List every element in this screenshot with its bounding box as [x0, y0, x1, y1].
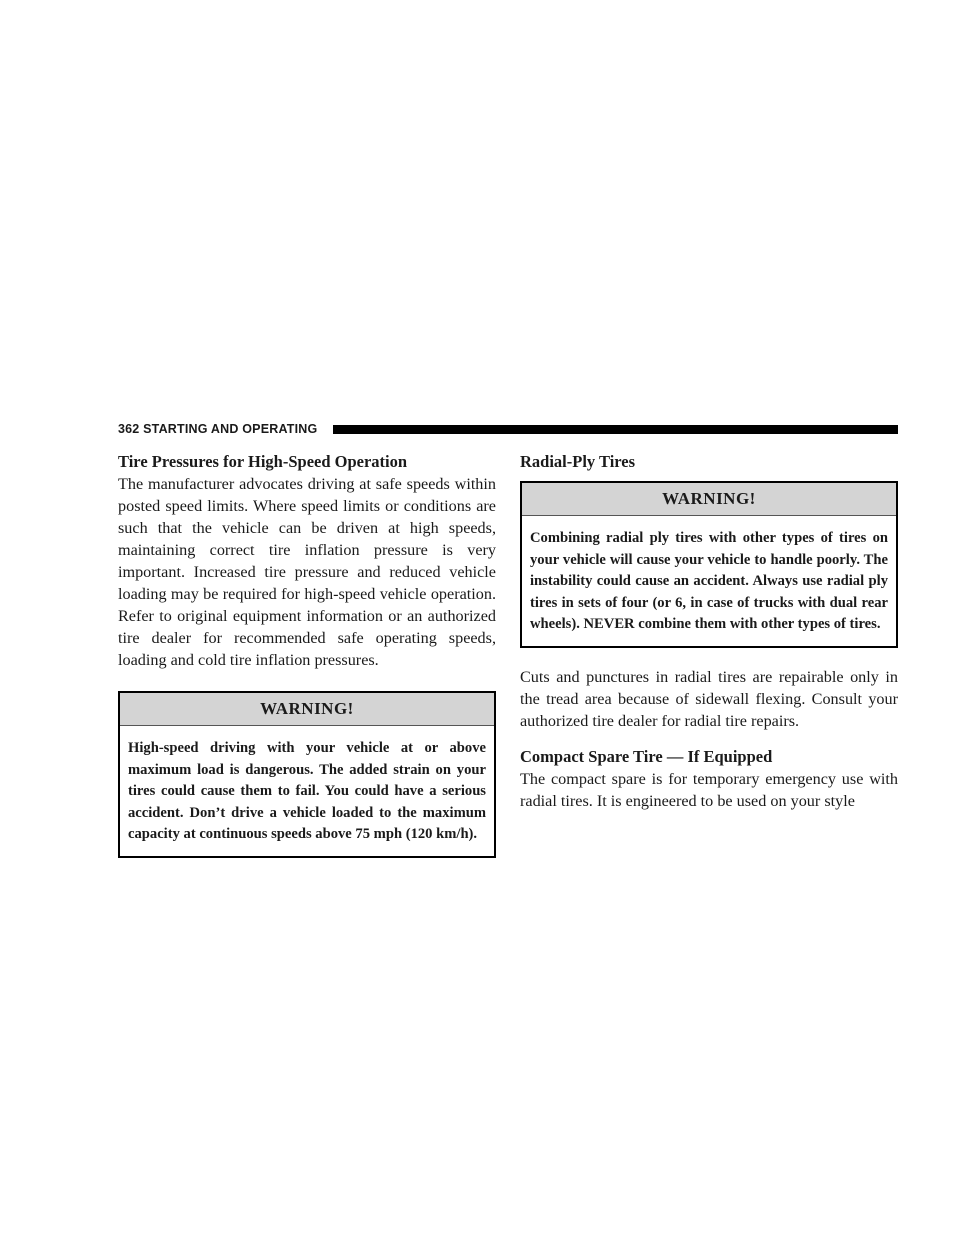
section-heading-radial-ply: Radial-Ply Tires — [520, 452, 636, 471]
warning-title: WARNING! — [120, 693, 494, 726]
compact-spare-paragraph: The compact spare is for temporary emergency use with radial tires. It is engineered to be used on your style — [520, 769, 898, 810]
section-heading-high-speed: Tire Pressures for High-Speed Operation — [118, 452, 408, 471]
radial-repair-paragraph: Cuts and punctures in radial tires are repairable only in the tread area because of sidewall flexing. Consult your authorized tire dealer for radial tire repairs. — [520, 667, 898, 730]
warning-box-high-speed — [118, 691, 496, 858]
section-heading-compact-spare: Compact Spare Tire — If Equipped — [520, 746, 773, 766]
right-column — [520, 451, 898, 812]
warning-text: High-speed driving with your vehicle at or above maximum load is dangerous. The added strain on your tires could cause them to fail. You could have a serious accident. Don’t drive a vehicle loaded to the maximum capacity at continuous speeds above 75 mph (120 km/h). — [128, 740, 486, 842]
warning-box-radial-ply — [520, 481, 898, 648]
page-header — [118, 421, 898, 437]
warning-title: WARNING! — [522, 483, 896, 516]
high-speed-paragraph: The manufacturer advocates driving at safe speeds within posted speed limits. Where speed limits or conditions are such that the vehicle can be driven at high speeds, maintaining correct tire inflation pressure is very important. Increased tire pressure and reduced vehicle loading may be required for high-speed vehicle operation. Refer to original equipment information or an authorized tire dealer for recommended safe operating speeds, loading and cold tire inflation pressures. — [118, 475, 496, 669]
header-rule — [333, 425, 898, 434]
warning-text: Combining radial ply tires with other types of tires on your vehicle will cause your vehicle to handle poorly. The instability could cause an accident. Always use radial ply tires in sets of four (or 6, in case of trucks with dual rear wheels). NEVER combine them with other types of tires. — [530, 530, 888, 632]
page-number-section-title: 362 STARTING AND OPERATING — [118, 422, 318, 436]
left-column — [118, 451, 496, 858]
